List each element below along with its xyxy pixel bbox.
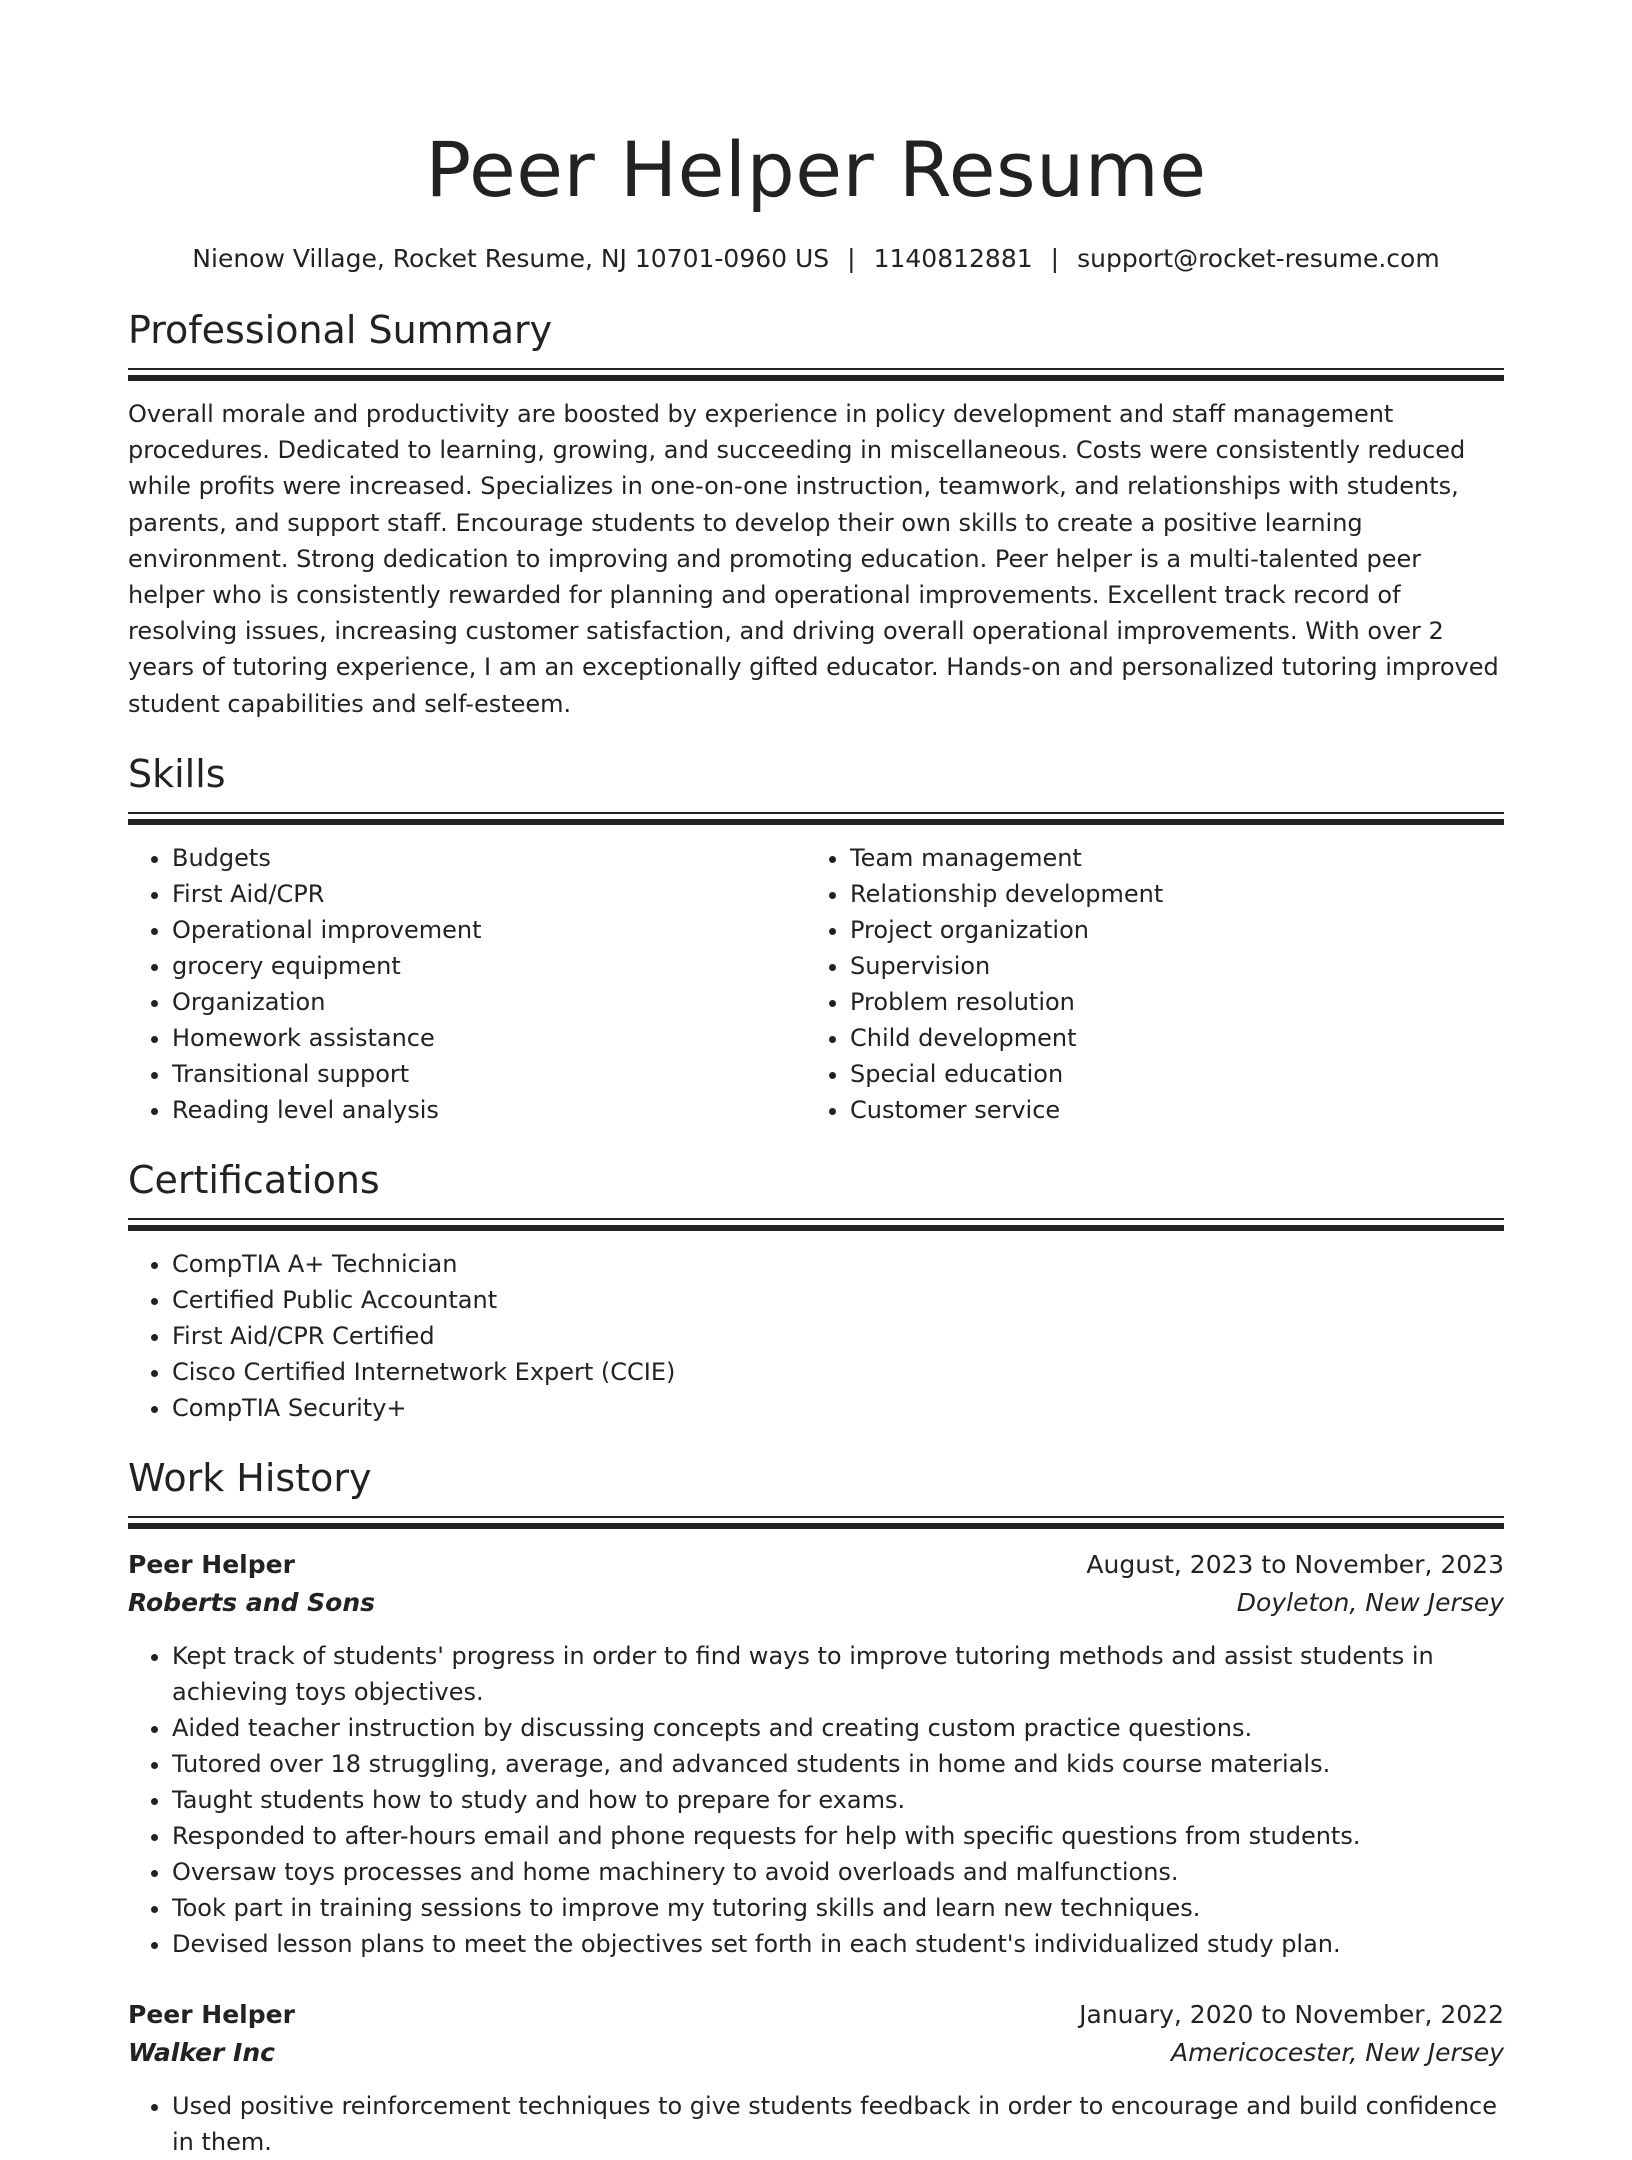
skills-section — [128, 750, 1504, 1128]
job-dates: January, 2020 to November, 2022 — [1079, 1999, 1504, 2029]
section-heading-work-history: Work History — [128, 1455, 372, 1500]
job-entry — [128, 1546, 1504, 1962]
job-duty: • Aided teacher instruction by discussing concepts and creating custom practice questions. — [172, 1710, 1504, 1746]
job-duty: • Taught students how to study and how to prepare for exams. — [172, 1782, 1504, 1818]
job-duty: • Used positive reinforcement techniques to give students feedback in order to encourage and build confidence in them. — [172, 2088, 1504, 2160]
section-heading-certifications: Certifications — [128, 1157, 380, 1202]
skills-list-left — [128, 840, 806, 1128]
job-duty: • Took part in training sessions to improve my tutoring skills and learn new techniques. — [172, 1890, 1504, 1926]
certifications-section — [128, 1156, 1504, 1426]
section-divider — [128, 1218, 1504, 1232]
job-duty: • Kept track of students' progress in order to find ways to improve tutoring methods and assist students in achieving toys objectives. — [172, 1638, 1504, 1710]
job-company: Roberts and Sons — [128, 1587, 376, 1617]
contact-separator: | — [1050, 244, 1060, 273]
job-duty: • Oversaw toys processes and home machinery to avoid overloads and malfunctions. — [172, 1854, 1504, 1890]
skill-item: • grocery equipment — [172, 948, 806, 984]
job-dates: August, 2023 to November, 2023 — [1086, 1549, 1504, 1579]
skill-item: • Team management — [850, 840, 1490, 876]
summary-text: Overall morale and productivity are boosted by experience in policy development and staff management procedures. Dedicated to learning, growing, and succeeding in miscellaneous. Costs were consistently reduced while profits were increased. Specializes in one-on-one instruction, teamwork, and relationships with students, parents, and support staff. Encourage students to develop their own skills to create a positive learning environment. Strong dedication to improving and promoting education. Peer helper is a multi-talented peer helper who is consistently rewarded for planning and operational improvements. Excellent track record of resolving issues, increasing customer satisfaction, and driving overall operational improvements. With over 2 years of tutoring experience, I am an exceptionally gifted educator. Hands-on and personalized tutoring improved student capabilities and self-esteem. — [128, 400, 1499, 718]
skill-item: • First Aid/CPR — [172, 876, 806, 912]
job-duties-list — [128, 2088, 1504, 2160]
job-duties-list — [128, 1638, 1504, 1962]
certification-item: • CompTIA Security+ — [172, 1390, 1504, 1426]
skill-item: • Homework assistance — [172, 1020, 806, 1056]
certification-item: • Certified Public Accountant — [172, 1282, 1504, 1318]
skill-item: • Child development — [850, 1020, 1490, 1056]
summary-section — [128, 306, 1504, 722]
skill-item: • Operational improvement — [172, 912, 806, 948]
job-subheader — [128, 1584, 1504, 1622]
job-header — [128, 1546, 1504, 1584]
contact-email: support@rocket-resume.com — [1077, 244, 1440, 273]
certification-item: • CompTIA A+ Technician — [172, 1246, 1504, 1282]
job-duty: • Devised lesson plans to meet the objectives set forth in each student's individualized study plan. — [172, 1926, 1504, 1962]
job-location: Doyleton, New Jersey — [1236, 1587, 1504, 1617]
page-title: Peer Helper Resume — [425, 125, 1207, 214]
skill-item: • Customer service — [850, 1092, 1490, 1128]
skill-item: • Problem resolution — [850, 984, 1490, 1020]
skill-item: • Budgets — [172, 840, 806, 876]
skill-item: • Organization — [172, 984, 806, 1020]
job-title: Peer Helper — [128, 1549, 295, 1579]
skill-item: • Project organization — [850, 912, 1490, 948]
skill-item: • Special education — [850, 1056, 1490, 1092]
section-divider — [128, 812, 1504, 826]
contact-separator: | — [847, 244, 856, 273]
job-location: Americocester, New Jersey — [1170, 2037, 1504, 2067]
section-heading-summary: Professional Summary — [128, 308, 553, 352]
skill-item: • Relationship development — [850, 876, 1490, 912]
contact-line — [128, 242, 1504, 276]
section-divider — [128, 1516, 1504, 1530]
certification-item: • Cisco Certified Internetwork Expert (CCIE) — [172, 1354, 1504, 1390]
certification-item: • First Aid/CPR Certified — [172, 1318, 1504, 1354]
job-title: Peer Helper — [128, 1999, 295, 2029]
job-header — [128, 1996, 1504, 2034]
skill-item: • Reading level analysis — [172, 1092, 806, 1128]
job-duty: • Tutored over 18 struggling, average, and advanced students in home and kids course materials. — [172, 1746, 1504, 1782]
contact-phone: 1140812881 — [873, 244, 1033, 273]
job-subheader — [128, 2034, 1504, 2072]
contact-address: Nienow Village, Rocket Resume, NJ 10701-0960 US — [192, 244, 830, 273]
job-company: Walker Inc — [128, 2037, 275, 2067]
section-divider — [128, 368, 1504, 382]
skill-item: • Transitional support — [172, 1056, 806, 1092]
work-history-section — [128, 1454, 1504, 2160]
resume-page — [128, 0, 1504, 2160]
skills-list-right — [806, 840, 1490, 1128]
skills-columns — [128, 826, 1504, 1128]
section-heading-skills: Skills — [128, 751, 226, 796]
job-duty: • Responded to after-hours email and phone requests for help with specific questions from students. — [172, 1818, 1504, 1854]
job-entry — [128, 1996, 1504, 2160]
skill-item: • Supervision — [850, 948, 1490, 984]
certifications-list — [128, 1246, 1504, 1426]
